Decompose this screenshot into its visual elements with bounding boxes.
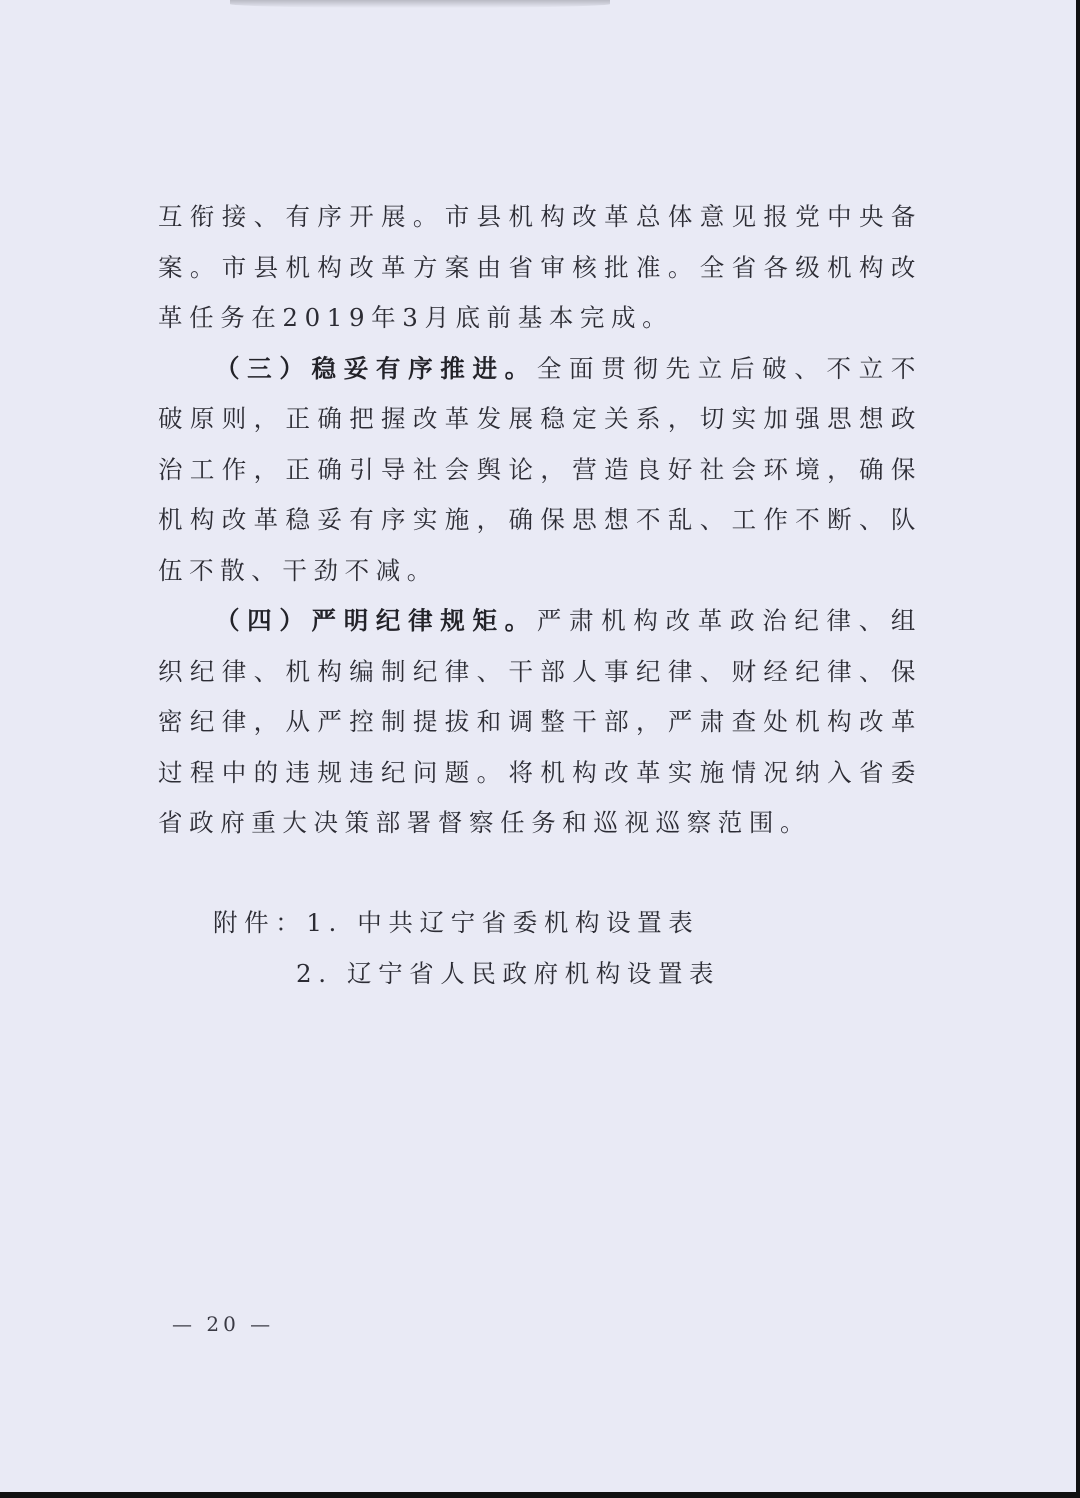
attachment-title-1: 1. 中共辽宁省委机构设置表 [306,908,700,937]
attachments-label: 附件： [213,908,307,937]
attachment-item-1 [213,898,720,949]
paragraph-steady-progress [158,344,922,597]
attachments-list [213,898,720,999]
attachment-title-2: 2. 辽宁省人民政府机构设置表 [296,958,721,988]
paragraph-continuation: 互衔接、有序开展。市县机构改革总体意见报党中央备案。市县机构改革方案由省审核批准。全省各级机构改革任务在2019年3月底前基本完成。 [158,202,922,332]
paragraph-discipline [158,596,922,849]
section-text-4: 严肃机构改革政治纪律、组织纪律、机构编制纪律、干部人事纪律、财经纪律、保密纪律，从严控制提拔和调整干部，严肃查处机构改革过程中的违规违纪问题。将机构改革实施情况纳入省委省政府重大决策部署督察任务和巡视巡察范围。 [158,606,922,837]
section-heading-4: （四）严明纪律规矩。 [215,606,537,635]
section-text-3: 全面贯彻先立后破、不立不破原则，正确把握改革发展稳定关系，切实加强思想政治工作，正确引导社会舆论，营造良好社会环境，确保机构改革稳妥有序实施，确保思想不乱、工作不断、队伍不散、干劲不减。 [158,353,922,585]
attachment-item-2 [213,949,720,1000]
section-heading-3: （三）稳妥有序推进。 [215,353,537,383]
body-text [158,192,922,849]
page-number: — 20 — [172,1312,275,1336]
scan-shadow [230,0,610,8]
